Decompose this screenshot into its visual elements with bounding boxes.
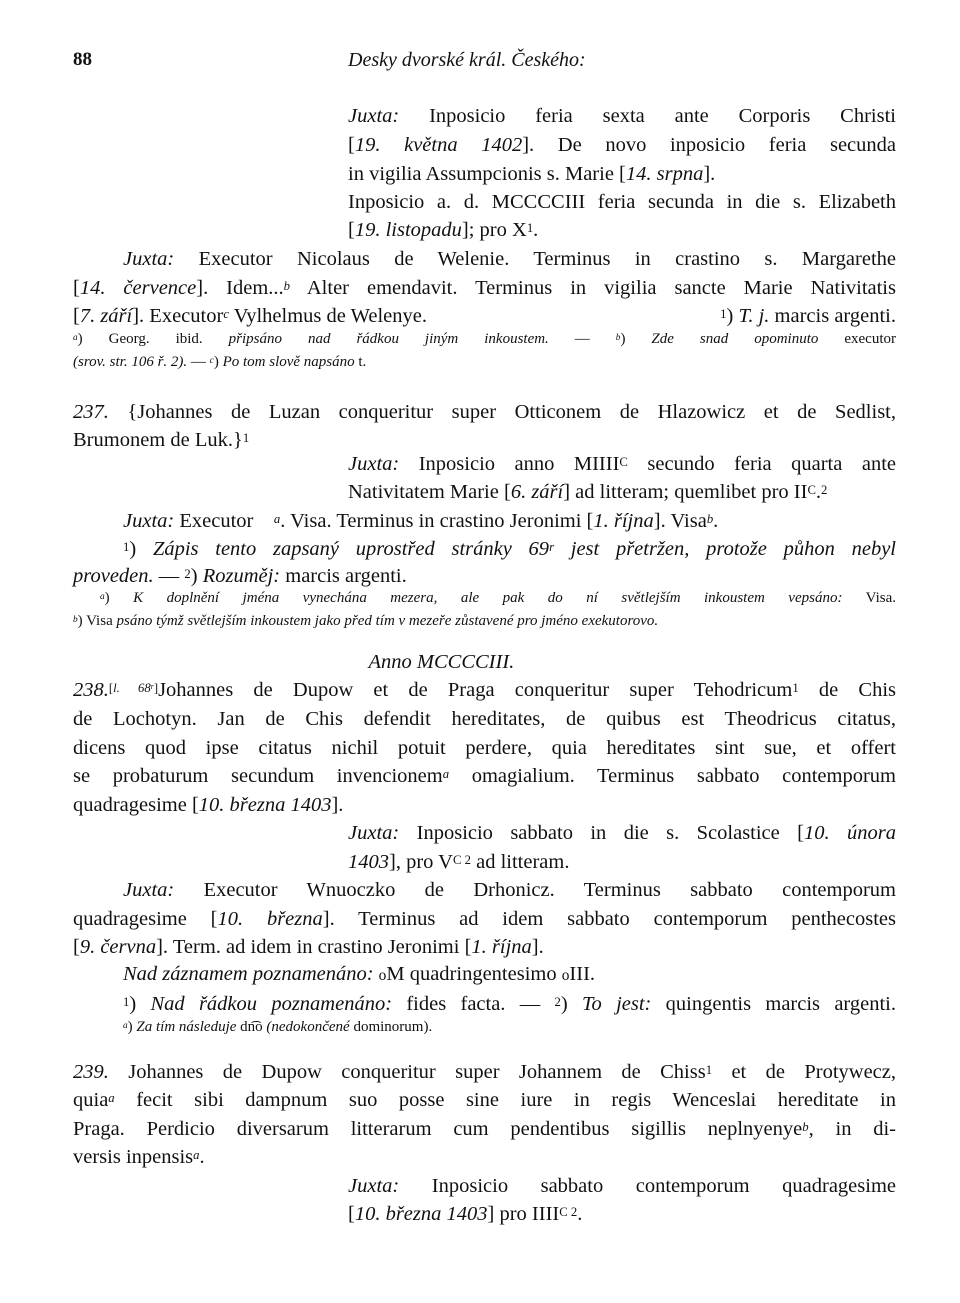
text-line: versis inpensis$^a$. <box>73 1146 205 1168</box>
text-line: se probaturum secundum invencionem$^a$ omagialium. Terminus sabbato contemporum <box>73 765 896 787</box>
text-line: [14. července]. Idem...$^b$ Alter emendavit. Terminus in vigilia sancte Marie Nativitatis <box>73 277 896 299</box>
text-line: quia$^a$ fecit sibi dampnum suo posse sine iure in regis Wenceslai hereditate in <box>73 1089 896 1111</box>
text-line: dicens quod ipse citatus nichil potuit perdere, quia hereditates sint sue, et offert <box>73 737 896 759</box>
text-line: Juxta: Executor Wnuoczko de Drhonicz. Terminus sabbato contemporum <box>123 879 896 901</box>
text-line: [19. května 1402]. De novo inposicio feria secunda <box>348 134 896 156</box>
running-title: Desky dvorské král. Českého: <box>348 49 586 71</box>
text-line: $^1$) Zápis tento zapsaný uprostřed stránky 69$^r$ jest přetržen, protože půhon nebyl <box>123 538 897 560</box>
text-line: Juxta: Inposicio anno $MIIII^C$ secundo feria quarta ante <box>348 453 896 475</box>
text-line: $^a$) Za tím následuje dn͡o (nedokončené dominorum). <box>123 1019 433 1035</box>
text-line: Juxta: Executor $^a$. Visa. Terminus in crastino Jeronimi [1. října]. Visa$^b$. <box>123 510 719 532</box>
text-line: [7. září]. Executor$^c$ Vylhelmus de Welenye. <box>73 305 427 327</box>
text-line: 237. {Johannes de Luzan conqueritur super Otticonem de Hlazowicz et de Sedlist, <box>73 401 896 423</box>
text-line: [19. listopadu]; pro $X^1$. <box>348 219 539 241</box>
text-line: Praga. Perdicio diversarum litterarum cum pendentibus sigillis neplnyenye$^b$, in di- <box>73 1118 897 1140</box>
text-line: Juxta: Inposicio feria sexta ante Corporis Christi <box>348 105 896 127</box>
text-line: Nativitatem Marie [6. září] ad litteram; quemlibet pro $II^C.^2$ <box>348 481 828 503</box>
text-line: Anno MCCCCIII. <box>368 651 515 673</box>
text-line: $^1$) T. j. marcis argenti. <box>720 305 896 327</box>
text-line: (srov. str. 106 ř. 2). — $^c$) Po tom slově napsáno t. <box>73 354 367 370</box>
text-line: quadragesime [10. března 1403]. <box>73 794 344 816</box>
page-number: 88 <box>73 49 92 70</box>
text-line: $^1$) Nad řádkou poznamenáno: fides facta. — $^2$) To jest: quingentis marcis argenti. <box>123 993 896 1015</box>
text-line: Juxta: Inposicio sabbato contemporum quadragesime <box>348 1175 896 1197</box>
text-line: Brumonem de Luk.}$^1$ <box>73 429 250 451</box>
text-line: 1403], pro $V^{C 2}$ ad litteram. <box>348 851 570 873</box>
text-line: 239. Johannes de Dupow conqueritur super Johannem de Chiss$^1$ et de Protywecz, <box>73 1061 896 1083</box>
text-line: de Lochotyn. Jan de Chis defendit hereditates, de quibus est Theodricus citatus, <box>73 708 896 730</box>
text-line: [9. června]. Term. ad idem in crastino Jeronimi [1. října]. <box>73 936 544 958</box>
text-line: $^b$) Visa psáno týmž světlejším inkoustem jako před tím v mezeře zůstavené pro jméno exekutorovo. <box>73 613 659 629</box>
text-line: Juxta: Inposicio sabbato in die s. Scolastice [10. února <box>348 822 896 844</box>
text-line: proveden. — $^2$) Rozuměj: marcis argenti. <box>73 565 407 587</box>
text-line: 238.[l. 68r]Johannes de Dupow et de Praga conqueritur super Tehodricum$^1$ de Chis <box>73 679 896 701</box>
text-line: Juxta: Executor Nicolaus de Welenie. Terminus in crastino s. Margarethe <box>123 248 896 270</box>
text-line: in vigilia Assumpcionis s. Marie [14. srpna]. <box>348 163 716 185</box>
text-line: quadragesime [10. března]. Terminus ad idem sabbato contemporum penthecostes <box>73 908 897 930</box>
text-line: [10. března 1403] pro $IIII^{C 2}$. <box>348 1203 583 1225</box>
text-line: Inposicio a. d. MCCCCIII feria secunda in die s. Elizabeth <box>348 191 896 213</box>
text-line: $^a$) Georg. ibid. připsáno nad řádkou jiným inkoustem. — $^b$) Zde snad opominuto executor <box>73 331 897 347</box>
text-line: $^a$) K doplnění jména vynechána mezera, ale pak do ní světlejším inkoustem vepsáno: Visa. <box>100 590 896 606</box>
text-line: Nad záznamem poznamenáno: o M quadringentesimo o III. <box>123 963 596 985</box>
